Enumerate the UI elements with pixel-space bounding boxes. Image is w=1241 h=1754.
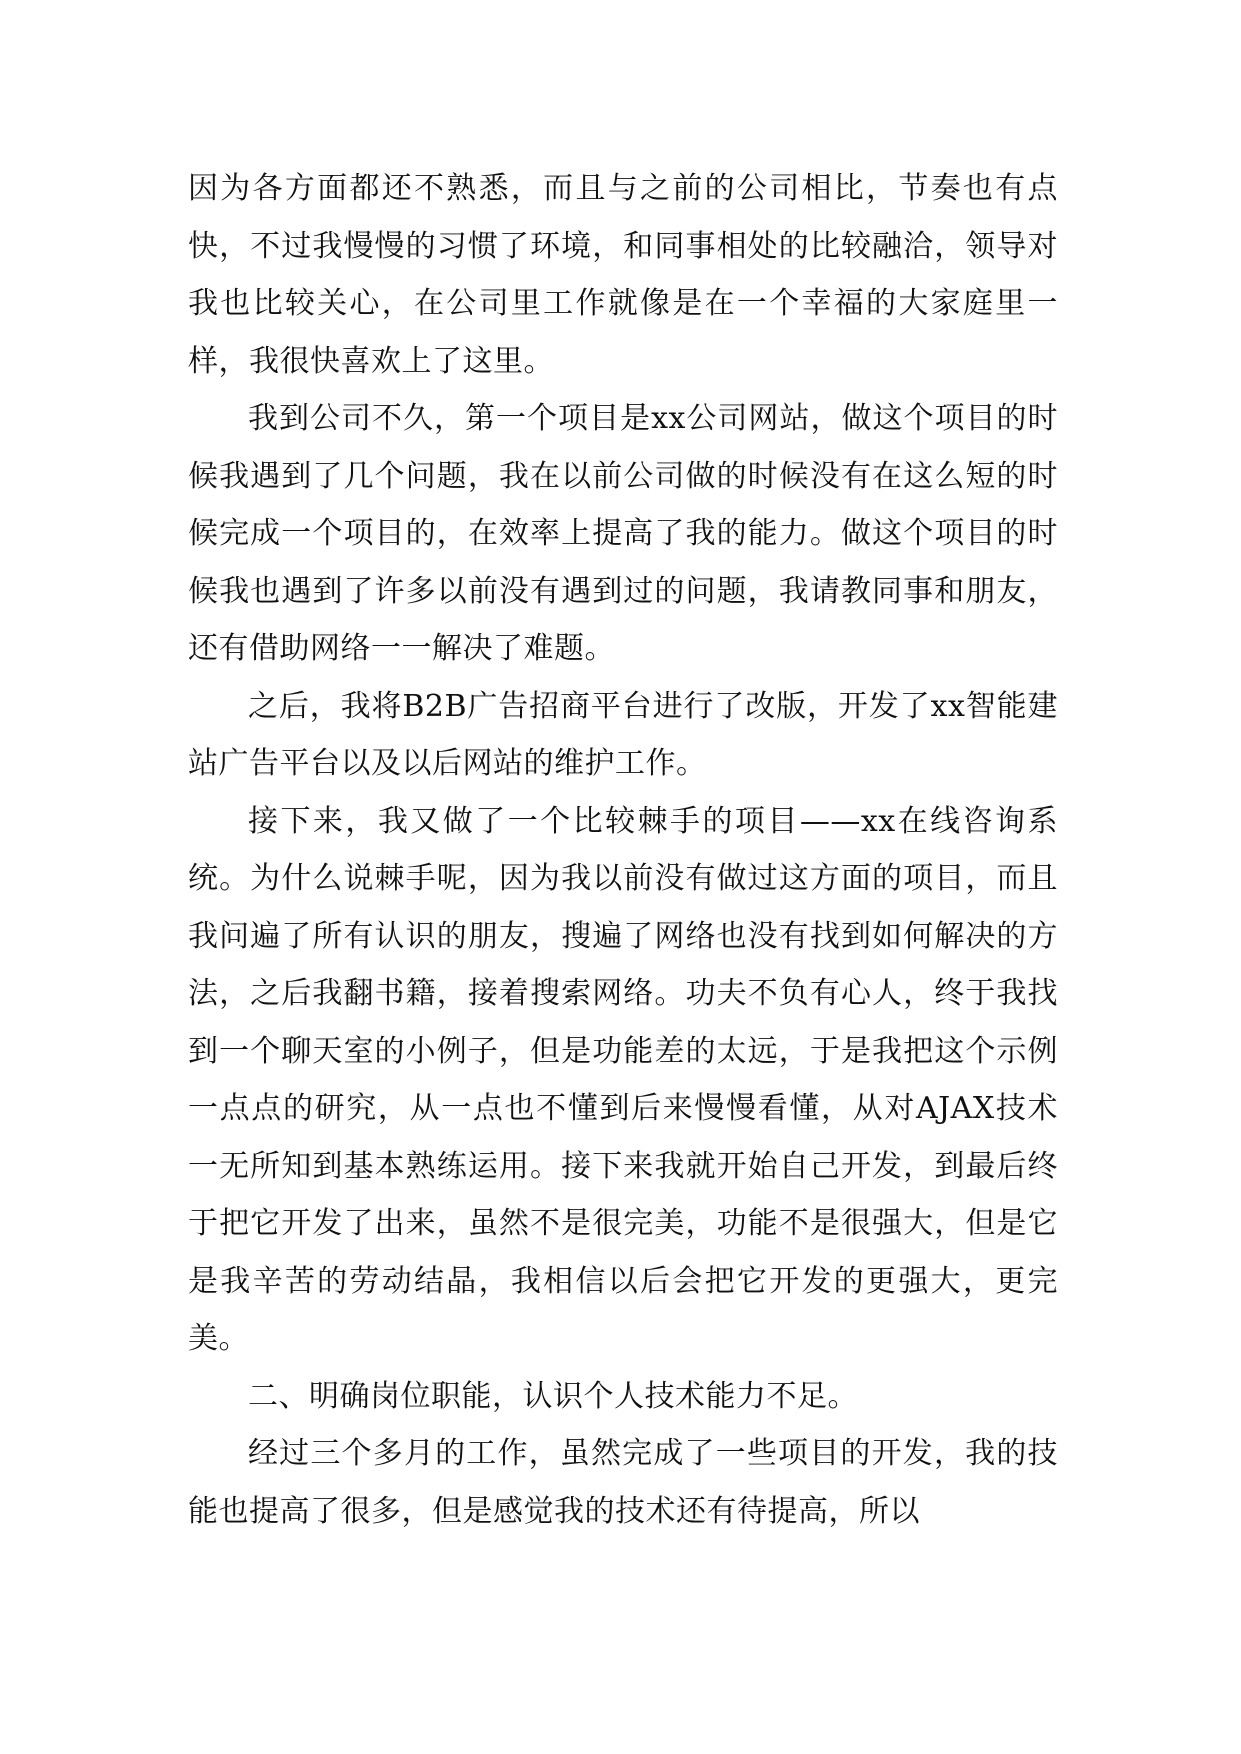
paragraph-4: 接下来，我又做了一个比较棘手的项目——xx在线咨询系统。为什么说棘手呢，因为我以前没有做过这方面的项目，而且我问遍了所有认识的朋友，搜遍了网络也没有找到如何解决的方法，之后我翻书籍，接着搜索网络。功夫不负有心人，终于我找到一个聊天室的小例子，但是功能差的太远，于是我把这个示例一点点的研究，从一点也不懂到后来慢慢看懂，从对AJAX技术一无所知到基本熟练运用。接下来我就开始自己开发，到最后终于把它开发了出来，虽然不是很完美，功能不是很强大，但是它是我辛苦的劳动结晶，我相信以后会把它开发的更强大，更完美。 — [188, 803, 1058, 1356]
paragraph-5: 经过三个多月的工作，虽然完成了一些项目的开发，我的技能也提高了很多，但是感觉我的技术还有待提高，所以 — [188, 1436, 1058, 1529]
paragraph-2: 我到公司不久，第一个项目是xx公司网站，做这个项目的时候我遇到了几个问题，我在以前公司做的时候没有在这么短的时候完成一个项目的，在效率上提高了我的能力。做这个项目的时候我也遇到了许多以前没有遇到过的问题，我请教同事和朋友，还有借助网络一一解决了难题。 — [188, 401, 1058, 666]
paragraph-3: 之后，我将B2B广告招商平台进行了改版，开发了xx智能建站广告平台以及以后网站的维护工作。 — [188, 688, 1058, 781]
paragraph-1: 因为各方面都还不熟悉，而且与之前的公司相比，节奏也有点快，不过我慢慢的习惯了环境，和同事相处的比较融洽，领导对我也比较关心，在公司里工作就像是在一个幸福的大家庭里一样，我很快喜欢上了这里。 — [188, 171, 1058, 379]
section-heading-2: 二、明确岗位职能，认识个人技术能力不足。 — [248, 1378, 858, 1414]
document-body — [188, 160, 1058, 1540]
